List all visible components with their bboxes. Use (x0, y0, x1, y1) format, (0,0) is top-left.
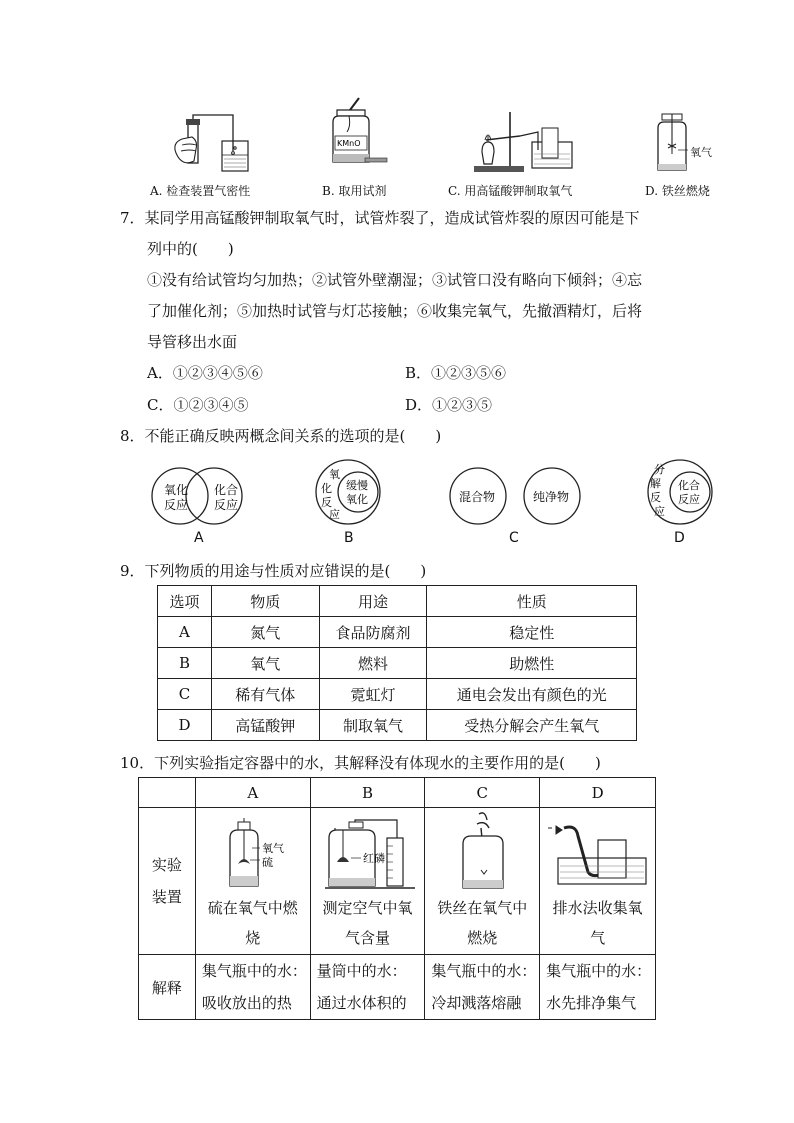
q10-explain-b-1: 量筒中的水： (316, 962, 407, 980)
q10-fig-a (196, 808, 310, 892)
figure-a-caption: A. 检查装置气密性 (150, 184, 251, 198)
table-cell: 氧气 (211, 648, 319, 679)
q10-exp-a-1: 硫在氧气中燃 (207, 899, 298, 917)
q9-stem: 9．下列物质的用途与性质对应错误的是( ) (120, 562, 427, 580)
q8-d-outer-1: 分 (654, 463, 665, 476)
q8-d-inner-2: 反应 (678, 493, 700, 506)
q9-header-use: 用途 (319, 586, 427, 617)
q8-d-outer-4: 应 (654, 505, 665, 518)
q10-exp-a-2: 烧 (245, 929, 261, 947)
table-cell: 高锰酸钾 (211, 710, 319, 741)
q10-explain-a-1: 集气瓶中的水： (201, 962, 307, 980)
q10-exp-b-2: 气含量 (345, 929, 391, 947)
q10-explain-b-2: 通过水体积的 (316, 994, 407, 1012)
q7-body-line2: 了加催化剂；⑤加热时试管与灯芯接触；⑥收集完氧气，先撤酒精灯，后将 (147, 302, 643, 320)
table-cell: C (158, 679, 212, 710)
table-cell: 霓虹灯 (319, 679, 427, 710)
q7-body-line3: 导管移出水面 (147, 333, 238, 351)
q10-explain-c-1: 集气瓶中的水： (431, 962, 537, 980)
q8-label-d[interactable]: D (674, 530, 685, 546)
table-row (139, 955, 656, 1020)
figure-c-apparatus (468, 110, 578, 175)
table-cell: B (158, 648, 212, 679)
table-cell: 燃料 (319, 648, 427, 679)
q10-cell-d (540, 808, 656, 955)
q10-header-a: A (195, 778, 310, 808)
q10-cell-b (310, 808, 425, 955)
q10-header-c: C (425, 778, 540, 808)
q10-row-label-1: 实验 (151, 856, 182, 874)
q10-row-label-2: 装置 (151, 888, 182, 906)
table-cell: 受热分解会产生氧气 (427, 710, 637, 741)
figure-d-iron-burning (648, 110, 728, 175)
q8-b-outer-1: 氧 (329, 468, 340, 481)
q7-stem-line2: 列中的( ) (147, 240, 234, 258)
q8-c-left: 混合物 (459, 490, 496, 504)
table-row (158, 710, 637, 741)
q10-fig-b (311, 808, 425, 892)
q8-a-right-2: 反应 (214, 498, 239, 512)
table-row (158, 648, 637, 679)
q9-header-substance: 物质 (211, 586, 319, 617)
kmno-label: KMnO (337, 139, 361, 148)
q8-diagram-d (644, 458, 720, 528)
q10-fig-d (540, 808, 655, 892)
table-cell: A (158, 617, 212, 648)
q8-diagram-b (312, 458, 388, 528)
table-cell: 助燃性 (427, 648, 637, 679)
q10-explain-d-1: 集气瓶中的水： (546, 962, 652, 980)
q8-d-outer-3: 反 (650, 491, 661, 504)
q10-exp-d-2: 气 (590, 929, 606, 947)
q7-option-b[interactable]: B．①②③⑤⑥ (405, 364, 507, 382)
q10-exp-d-1: 排水法收集氧 (552, 899, 643, 917)
table-cell: 氮气 (211, 617, 319, 648)
table-cell (139, 778, 196, 808)
q9-table (157, 585, 637, 741)
q8-a-left-1: 氧化 (164, 483, 189, 497)
q10-row-label-experiment (139, 808, 196, 955)
q10-table (138, 777, 656, 1020)
table-row (139, 808, 656, 955)
figure-b-caption: B. 取用试剂 (322, 184, 387, 198)
q8-stem: 8．不能正确反映两概念间关系的选项的是( ) (120, 427, 442, 445)
q10-exp-c-1: 铁丝在氧气中 (437, 899, 528, 917)
q9-header-property: 性质 (427, 586, 637, 617)
q8-b-inner-2: 氧化 (346, 493, 368, 506)
q10-explain-d-2: 水先排净集气 (546, 994, 637, 1012)
q8-c-right: 纯净物 (533, 490, 570, 504)
q10-fig-b-phosphorus: 红磷 (362, 852, 385, 865)
q7-option-d[interactable]: D．①②③⑤ (405, 396, 493, 414)
q8-b-outer-3: 反 (321, 496, 332, 509)
q8-d-outer-2: 解 (650, 477, 661, 490)
q10-header-d: D (540, 778, 656, 808)
q8-b-inner-1: 缓慢 (346, 479, 368, 492)
q10-stem: 10．下列实验指定容器中的水，其解释没有体现水的主要作用的是( ) (120, 754, 601, 772)
figure-d-oxygen-label: 氧气 (690, 146, 712, 159)
table-cell: D (158, 710, 212, 741)
table-cell: 食品防腐剂 (319, 617, 427, 648)
table-header-row (158, 586, 637, 617)
q7-option-c[interactable]: C．①②③④⑤ (147, 396, 249, 414)
table-cell: 制取氧气 (319, 710, 427, 741)
q10-explain-a (195, 955, 310, 1020)
q10-fig-c (425, 808, 539, 892)
q8-b-outer-4: 应 (329, 508, 340, 521)
q9-header-option: 选项 (158, 586, 212, 617)
q10-exp-c-2: 燃烧 (467, 929, 498, 947)
q10-explain-c-2: 冷却溅落熔融 (431, 994, 522, 1012)
q10-explain-d (540, 955, 656, 1020)
q8-label-c[interactable]: C (509, 530, 519, 546)
q10-explain-b (310, 955, 425, 1020)
figure-d-caption: D. 铁丝燃烧 (645, 184, 710, 198)
figure-c-caption: C. 用高锰酸钾制取氧气 (448, 184, 573, 198)
figure-a-airtightness (168, 115, 258, 180)
q7-option-a[interactable]: A．①②③④⑤⑥ (147, 364, 263, 382)
table-cell: 通电会发出有颜色的光 (427, 679, 637, 710)
table-cell: 稀有气体 (211, 679, 319, 710)
q8-diagram-a (150, 466, 250, 526)
q7-stem-line1: 7．某同学用高锰酸钾制取氧气时，试管炸裂了，造成试管炸裂的原因可能是下 (120, 209, 640, 227)
q8-label-b[interactable]: B (344, 530, 354, 546)
q10-row-label-explain: 解释 (139, 955, 196, 1020)
figure-b-reagent (325, 98, 395, 168)
q10-cell-c (425, 808, 540, 955)
q10-explain-a-2: 吸收放出的热 (201, 994, 292, 1012)
q10-cell-a (195, 808, 310, 955)
table-row (158, 679, 637, 710)
q8-label-a[interactable]: A (194, 530, 204, 546)
table-header-row (139, 778, 656, 808)
q10-exp-b-1: 测定空气中氧 (322, 899, 413, 917)
q8-b-outer-2: 化 (321, 482, 332, 495)
q10-fig-a-oxygen: 氧气 (261, 842, 284, 855)
table-row (158, 617, 637, 648)
q10-header-b: B (310, 778, 425, 808)
table-cell: 稳定性 (427, 617, 637, 648)
q10-explain-c (425, 955, 540, 1020)
q8-a-right-1: 化合 (214, 483, 239, 497)
q8-diagram-c (448, 466, 582, 526)
q7-body-line1: ①没有给试管均匀加热；②试管外壁潮湿；③试管口没有略向下倾斜；④忘 (147, 271, 643, 289)
q8-d-inner-1: 化合 (678, 479, 700, 492)
q10-fig-a-sulfur: 硫 (261, 856, 273, 869)
q8-a-left-2: 反应 (164, 498, 189, 512)
